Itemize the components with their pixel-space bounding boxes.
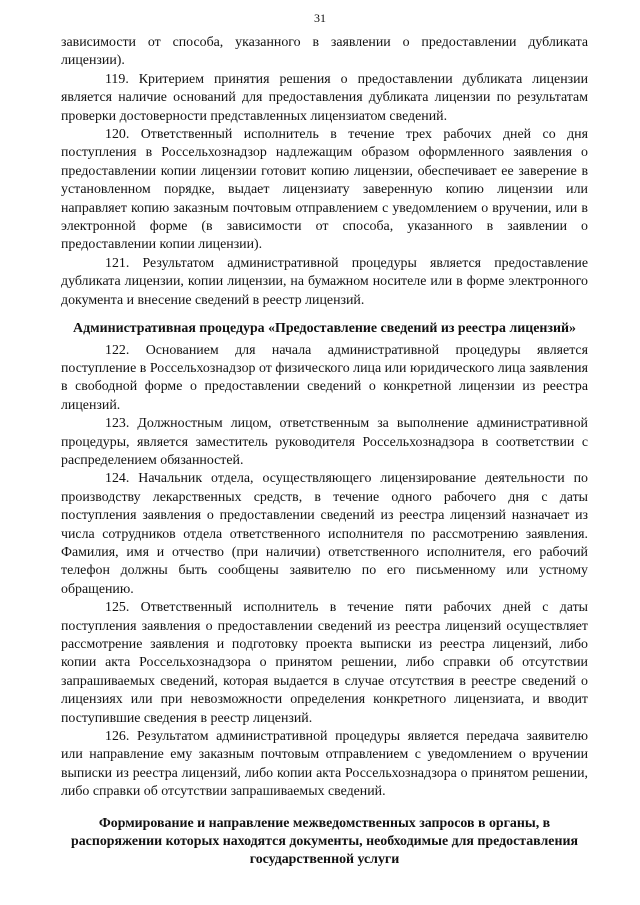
paragraph-123: 123. Должностным лицом, ответственным за выполнение административной процедуры, является заместитель руководителя Россельхознадзора в соответствии с распределением обязанностей. [61, 416, 588, 468]
page-number: 31 [314, 11, 326, 25]
paragraph-120: 120. Ответственный исполнитель в течение трех рабочих дней со дня поступления в Россельхознадзор надлежащим образом оформленного заявления о предоставлении копии лицензии готовит копию лицензии, обеспечивает ее заверение в установленном порядке, выдает лицензиату заверенную копию лицензии или направляет копию заказным почтовым отправлением с уведомлением о вручении, или в электронной форме (в зависимости от способа, указанного в заявлении о предоставлении копии лицензии). [61, 127, 588, 253]
paragraph-122: 122. Основанием для начала административной процедуры является поступление в Россельхознадзор от физического лица или юридического лица заявления в свободной форме о предоставлении сведений о конкретной лицензии из реестра лицензий. [61, 342, 588, 413]
document-body [61, 34, 588, 873]
paragraph-119: 119. Критерием принятия решения о предоставлении дубликата лицензии является наличие оснований для предоставления дубликата лицензии по результатам проверки достоверности представленных лицензиатом сведений. [61, 71, 588, 124]
paragraph-121: 121. Результатом административной процедуры является предоставление дубликата лицензии, копии лицензии, на бумажном носителе или в форме электронного документа и внесение сведений в реестр лицензий. [61, 255, 588, 308]
paragraph-124: 124. Начальник отдела, осуществляющего лицензирование деятельности по производству лекарственных средств, в течение одного рабочего дня с даты поступления заявления о предоставлении сведений из реестра лицензий назначает из числа сотрудников отдела ответственного исполнителя по рассмотрению заявления. Фамилия, имя и отчество (при наличии) ответственного исполнителя, его рабочий телефон должны быть сообщены заявителю по его письменному или устному обращению. [61, 471, 588, 597]
section-heading-interagency-requests: Формирование и направление межведомственных запросов в органы, в распоряжении которых находятся документы, необходимые для предоставления государственной услуги [71, 815, 578, 868]
paragraph-continuation: зависимости от способа, указанного в заявлении о предоставлении дубликата лицензии). [61, 35, 588, 69]
paragraph-126: 126. Результатом административной процедуры является передача заявителю или направление ему заказным почтовым отправлением с уведомлением о вручении выписки из реестра лицензий, либо копии акта Россельхознадзора о принятом решении, либо справки об отсутствии запрашиваемых сведений. [61, 729, 588, 800]
section-heading-registry-info: Административная процедура «Предоставление сведений из реестра лицензий» [73, 321, 576, 337]
paragraph-125: 125. Ответственный исполнитель в течение пяти рабочих дней с даты поступления заявления о предоставлении сведений из реестра лицензий осуществляет рассмотрение заявления и подготовку проекта выписки из реестра лицензий, либо копии акта Россельхознадзора о принятом решении, либо справки об отсутствии запрашиваемых сведений, которая выдается в случае отсутствия в реестре сведений о лицензиях или при невозможности определения конкретного лицензиата, и вводит поступившие сведения в реестр лицензий. [61, 600, 588, 726]
